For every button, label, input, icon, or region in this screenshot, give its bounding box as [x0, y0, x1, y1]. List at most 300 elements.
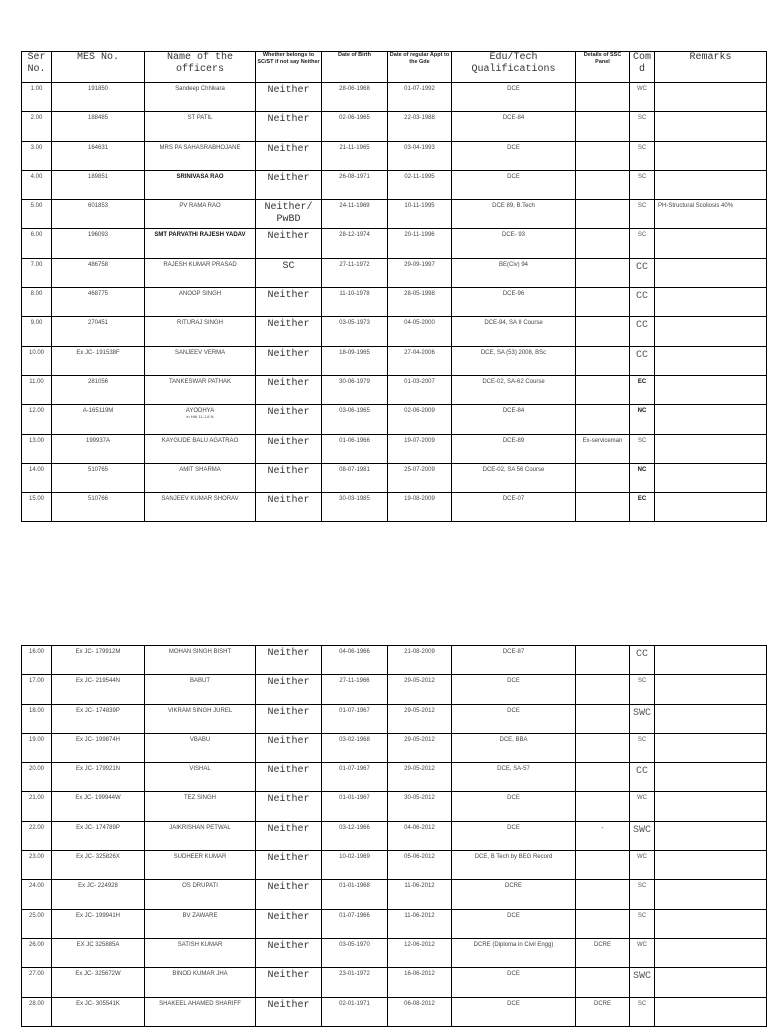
remarks-cell: [655, 851, 767, 880]
ser-text: 8.00: [30, 291, 43, 298]
mes-no-text: 270451: [87, 320, 109, 327]
officer-name-cell: [145, 258, 256, 287]
ser-text: 6.00: [30, 232, 43, 239]
table-row: [22, 792, 767, 821]
appt-date-text: 27-04-2006: [404, 349, 435, 356]
category-text: Neither: [267, 765, 310, 777]
remarks-cell: [655, 880, 767, 909]
officers-table-page-1: [21, 51, 767, 522]
category-cell: [256, 880, 322, 909]
ssc-panel-cell: [576, 288, 630, 317]
table-row: [22, 968, 767, 997]
comd-text: SWC: [632, 971, 651, 983]
officer-name-cell: [145, 851, 256, 880]
appt-date-cell: [388, 229, 452, 258]
officer-name-text: SHAKEEL AHAMED SHARIFF: [159, 1000, 241, 1007]
category-cell: [256, 346, 322, 375]
appt-date-text: 02-06-2009: [404, 408, 435, 415]
ser-text: 18.00: [28, 707, 44, 714]
header-ser: Ser No.: [22, 52, 52, 83]
category-text: Neither: [267, 999, 310, 1011]
category-text: Neither: [267, 882, 310, 894]
appt-date-cell: [388, 880, 452, 909]
dob-text: 28-06-1968: [339, 86, 370, 92]
ser-cell: [22, 938, 52, 967]
table-row: [22, 317, 767, 346]
qualification-cell: [452, 880, 576, 909]
qualification-text: DCE-84: [502, 408, 525, 415]
comd-text: EC: [637, 496, 647, 503]
appt-date-cell: [388, 968, 452, 997]
category-text: Neither: [267, 823, 310, 835]
appt-date-cell: [388, 112, 452, 141]
dob-cell: [322, 434, 388, 463]
mes-no-text: 510765: [87, 466, 109, 473]
mes-no-cell: [52, 288, 145, 317]
mes-no-text: Ex JC- 224928: [78, 883, 118, 890]
mes-no-cell: [52, 83, 145, 112]
appt-date-text: 10-11-1995: [404, 203, 435, 210]
header-ssc-panel: Details of SSC Panel: [576, 52, 630, 83]
remarks-cell: [655, 288, 767, 317]
ser-text: 4.00: [30, 173, 43, 180]
officer-name-text: SRINIVASA RAO: [176, 173, 224, 180]
appt-date-cell: [388, 646, 452, 675]
ser-cell: [22, 675, 52, 704]
ser-text: 19.00: [28, 736, 44, 743]
ser-text: 20.00: [28, 766, 44, 773]
qualification-cell: [452, 968, 576, 997]
dob-cell: [322, 880, 388, 909]
qualification-cell: [452, 434, 576, 463]
table-header-row: [22, 52, 767, 83]
appt-date-text: 29-05-2012: [404, 736, 435, 743]
dob-cell: [322, 763, 388, 792]
appt-date-cell: [388, 821, 452, 850]
mes-no-cell: [52, 229, 145, 258]
qualification-text: DCE: [507, 173, 520, 180]
qualification-text: DCE-96: [502, 291, 525, 298]
ser-text: 13.00: [28, 437, 44, 444]
category-cell: [256, 317, 322, 346]
category-cell: [256, 83, 322, 112]
officer-name-cell: [145, 434, 256, 463]
remarks-cell: [655, 997, 767, 1026]
mes-no-text: 468775: [87, 291, 109, 298]
officer-name-text: KAYGUDE BALU AGATRAO: [161, 437, 239, 444]
remarks-cell: [655, 170, 767, 199]
officer-name-cell: [145, 83, 256, 112]
comd-text: WC: [637, 941, 647, 948]
dob-text: 04-06-1966: [339, 649, 370, 655]
officer-name-cell: [145, 229, 256, 258]
qualification-text: DCE-07: [502, 496, 525, 503]
ssc-panel-cell: [576, 375, 630, 404]
category-text: Neither: [267, 970, 310, 982]
category-text: Neither: [267, 465, 310, 477]
header-remarks: Remarks: [655, 52, 767, 83]
mes-no-cell: [52, 675, 145, 704]
mes-no-text: Ex JC- 174839P: [76, 707, 120, 714]
qualification-cell: [452, 317, 576, 346]
category-text: Neither: [267, 735, 310, 747]
ser-cell: [22, 733, 52, 762]
appt-date-text: 28-05-1998: [404, 291, 435, 298]
appt-date-text: 29-05-2012: [404, 678, 435, 685]
dob-text: 02-01-1971: [339, 1000, 370, 1007]
dob-text: 27-11-1972: [339, 261, 370, 268]
mes-no-cell: [52, 112, 145, 141]
qualification-text: DCE-87: [502, 649, 525, 655]
table-row: [22, 258, 767, 287]
mes-no-cell: [52, 821, 145, 850]
qualification-text: DCE: [507, 912, 520, 919]
header-qualifications: Edu/Tech Qualifications: [452, 52, 576, 83]
ssc-panel-cell: [576, 968, 630, 997]
comd-cell: [630, 463, 655, 492]
appt-date-cell: [388, 405, 452, 434]
mes-no-cell: [52, 851, 145, 880]
mes-no-cell: [52, 880, 145, 909]
qualification-text: DCE: [507, 144, 520, 151]
mes-no-cell: [52, 405, 145, 434]
qualification-cell: [452, 909, 576, 938]
ser-cell: [22, 405, 52, 434]
ser-text: 5.00: [30, 203, 43, 210]
officer-name-cell: [145, 170, 256, 199]
officer-name-text: MOHAN SINGH BISHT: [168, 649, 232, 655]
qualification-text: DCE: [507, 678, 520, 685]
mes-no-cell: [52, 493, 145, 522]
dob-text: 30-06-1979: [339, 378, 370, 385]
appt-date-cell: [388, 141, 452, 170]
table-row: [22, 821, 767, 850]
comd-text: EC: [637, 378, 647, 385]
category-cell: [256, 200, 322, 229]
mes-no-text: Ex JC- 191538F: [76, 349, 120, 356]
remarks-cell: [655, 675, 767, 704]
officer-name-text: RAJESH KUMAR PRASAD: [163, 261, 237, 268]
qualification-text: DCE-84: [502, 115, 525, 122]
qualification-text: DCE: [507, 707, 520, 714]
table-row: [22, 675, 767, 704]
ser-text: 26.00: [28, 941, 44, 948]
qualification-text: DCE: [507, 971, 520, 978]
officer-name-cell: [145, 821, 256, 850]
qualification-cell: [452, 792, 576, 821]
qualification-text: DCRE: [504, 883, 522, 890]
category-text: Neither/ PwBD: [264, 202, 313, 226]
category-cell: [256, 704, 322, 733]
mes-no-cell: [52, 463, 145, 492]
officer-name-text: AYODHYA: [185, 408, 215, 415]
qualification-cell: [452, 493, 576, 522]
ssc-panel-cell: [576, 997, 630, 1026]
qualification-cell: [452, 229, 576, 258]
comd-text: NC: [637, 408, 647, 415]
dob-cell: [322, 317, 388, 346]
officer-name-cell: [145, 880, 256, 909]
qualification-text: DCE 89, B.Tech: [492, 203, 535, 210]
mes-no-text: Ex JC- 325826X: [76, 854, 120, 861]
ser-text: 10.00: [28, 349, 44, 356]
appt-date-cell: [388, 288, 452, 317]
officer-name-text: JAIKRISHAN PETWAL: [169, 824, 231, 831]
remarks-cell: [655, 938, 767, 967]
qualification-cell: [452, 170, 576, 199]
qualification-cell: [452, 851, 576, 880]
appt-date-text: 01-03-2007: [404, 378, 435, 385]
dob-text: 23-01-1972: [339, 971, 370, 978]
dob-cell: [322, 997, 388, 1026]
qualification-cell: [452, 375, 576, 404]
table-row: [22, 997, 767, 1026]
officer-name-text: ST PATIL: [187, 115, 213, 122]
ser-text: 3.00: [30, 144, 43, 151]
officer-name-text: TEZ SINGH: [183, 795, 216, 802]
dob-text: 27-11-1966: [339, 678, 370, 685]
appt-date-cell: [388, 346, 452, 375]
ser-cell: [22, 141, 52, 170]
dob-cell: [322, 909, 388, 938]
dob-text: 03-02-1968: [339, 736, 370, 743]
ser-text: 25.00: [28, 912, 44, 919]
officer-name-text: SUDHEER KUMAR: [173, 854, 227, 861]
appt-date-cell: [388, 704, 452, 733]
ser-text: 22.00: [28, 824, 44, 831]
category-cell: [256, 851, 322, 880]
comd-text: WC: [637, 86, 647, 92]
appt-date-text: 11-06-2012: [404, 912, 435, 919]
ser-text: 12.00: [28, 408, 44, 415]
officer-name-text: ANOOP SINGH: [178, 291, 222, 298]
qualification-cell: [452, 763, 576, 792]
appt-date-text: 29-05-2012: [404, 766, 435, 773]
ssc-panel-cell: [576, 880, 630, 909]
officer-name-cell: [145, 733, 256, 762]
ser-cell: [22, 258, 52, 287]
remarks-cell: [655, 112, 767, 141]
officer-name-cell: [145, 405, 256, 434]
header-category: Whether belongs to SC/ST if not say Neither: [256, 52, 322, 83]
comd-cell: [630, 112, 655, 141]
table-row: [22, 463, 767, 492]
ssc-panel-cell: [576, 763, 630, 792]
qualification-text: DCE- 93: [501, 232, 525, 239]
appt-date-text: 02-11-1995: [404, 173, 435, 180]
mes-no-text: 199937A: [85, 437, 111, 444]
category-cell: [256, 763, 322, 792]
officer-name-text: VBABU: [189, 736, 211, 743]
comd-cell: [630, 763, 655, 792]
qualification-cell: [452, 258, 576, 287]
comd-cell: [630, 704, 655, 733]
dob-text: 01-07-1966: [339, 912, 370, 919]
category-text: Neither: [267, 495, 310, 507]
comd-text: CC: [635, 261, 648, 273]
dob-text: 10-02-1969: [339, 854, 370, 861]
qualification-cell: [452, 821, 576, 850]
appt-date-text: 29-09-1997: [404, 261, 435, 268]
category-cell: [256, 463, 322, 492]
ssc-panel-cell: [576, 704, 630, 733]
dob-cell: [322, 851, 388, 880]
mes-no-text: 486758: [87, 261, 109, 268]
remarks-cell: [655, 405, 767, 434]
officer-name-cell: [145, 463, 256, 492]
ser-cell: [22, 851, 52, 880]
officer-name-cell: [145, 346, 256, 375]
category-cell: [256, 229, 322, 258]
comd-cell: [630, 170, 655, 199]
dob-cell: [322, 938, 388, 967]
qualification-cell: [452, 346, 576, 375]
dob-cell: [322, 792, 388, 821]
table-row: [22, 938, 767, 967]
ssc-panel-cell: [576, 141, 630, 170]
officer-name-text: SATISH KUMAR: [177, 941, 223, 948]
ser-cell: [22, 83, 52, 112]
ser-cell: [22, 434, 52, 463]
ssc-panel-cell: [576, 463, 630, 492]
mes-no-text: Ex JC- 305541K: [76, 1000, 120, 1007]
qualification-text: DCE: [507, 795, 520, 802]
officer-name-cell: [145, 909, 256, 938]
dob-text: 03-06-1965: [339, 408, 370, 415]
ssc-panel-cell: [576, 200, 630, 229]
ssc-panel-cell: [576, 733, 630, 762]
category-cell: [256, 968, 322, 997]
ser-cell: [22, 997, 52, 1026]
appt-date-cell: [388, 997, 452, 1026]
officer-name-cell: [145, 704, 256, 733]
comd-cell: [630, 375, 655, 404]
ssc-panel-cell: [576, 258, 630, 287]
comd-cell: [630, 405, 655, 434]
table-row: [22, 909, 767, 938]
ser-cell: [22, 463, 52, 492]
ser-cell: [22, 763, 52, 792]
remarks-cell: [655, 375, 767, 404]
category-text: SC: [282, 260, 295, 272]
officer-name-text: TANKESWAR PATHAK: [168, 378, 232, 385]
mes-no-cell: [52, 909, 145, 938]
comd-text: SC: [637, 203, 647, 210]
qualification-text: DCE: [507, 1000, 520, 1007]
mes-no-text: Ex JC- 179912M: [75, 649, 121, 655]
comd-text: SC: [637, 115, 647, 122]
qualification-cell: [452, 704, 576, 733]
officer-name-cell: [145, 200, 256, 229]
appt-date-cell: [388, 675, 452, 704]
dob-cell: [322, 821, 388, 850]
ser-cell: [22, 704, 52, 733]
comd-text: CC: [635, 349, 648, 361]
category-cell: [256, 493, 322, 522]
qualification-text: DCE-02, SA-62 Course: [482, 378, 545, 385]
ssc-panel-cell: [576, 170, 630, 199]
comd-cell: [630, 346, 655, 375]
dob-cell: [322, 493, 388, 522]
ser-text: 9.00: [30, 320, 43, 327]
mes-no-cell: [52, 141, 145, 170]
remarks-cell: [655, 83, 767, 112]
dob-text: 18-09-1965: [339, 349, 370, 356]
officer-name-note: in HAI 11-J-8 N: [186, 414, 214, 420]
ser-cell: [22, 288, 52, 317]
comd-text: CC: [635, 649, 648, 660]
ser-text: 16.00: [28, 649, 44, 655]
officer-name-cell: [145, 141, 256, 170]
ser-text: 1.00: [30, 86, 43, 92]
category-cell: [256, 375, 322, 404]
remarks-cell: [655, 317, 767, 346]
ssc-panel-text: -: [601, 824, 604, 832]
ssc-panel-cell: [576, 675, 630, 704]
category-text: Neither: [267, 319, 310, 331]
qualification-text: DCE-02, SA 56 Course: [482, 466, 545, 473]
table-row: [22, 493, 767, 522]
comd-text: SC: [637, 1000, 647, 1007]
dob-cell: [322, 646, 388, 675]
header-mes-no: MES No.: [52, 52, 145, 83]
comd-cell: [630, 258, 655, 287]
category-cell: [256, 405, 322, 434]
ssc-panel-cell: [576, 83, 630, 112]
appt-date-text: 06-08-2012: [404, 1000, 435, 1007]
officer-name-cell: [145, 997, 256, 1026]
comd-cell: [630, 83, 655, 112]
ssc-panel-cell: [576, 493, 630, 522]
appt-date-text: 25-07-2009: [404, 466, 435, 473]
ssc-panel-cell: [576, 434, 630, 463]
ssc-panel-cell: [576, 317, 630, 346]
remarks-cell: [655, 141, 767, 170]
mes-no-text: 189851: [87, 173, 109, 180]
remarks-cell: [655, 493, 767, 522]
mes-no-cell: [52, 763, 145, 792]
category-text: Neither: [267, 377, 310, 389]
comd-cell: [630, 317, 655, 346]
category-cell: [256, 909, 322, 938]
dob-text: 01-01-1968: [339, 883, 370, 890]
mes-no-text: 191850: [87, 86, 109, 92]
appt-date-cell: [388, 317, 452, 346]
qualification-cell: [452, 112, 576, 141]
comd-text: SC: [637, 173, 647, 180]
ser-cell: [22, 346, 52, 375]
ser-text: 11.00: [29, 378, 44, 385]
dob-cell: [322, 229, 388, 258]
table-row: [22, 733, 767, 762]
officer-name-text: AMIT SHARMA: [179, 466, 221, 473]
mes-no-cell: [52, 258, 145, 287]
ssc-panel-cell: [576, 851, 630, 880]
table-row: [22, 646, 767, 675]
appt-date-text: 30-05-2012: [404, 795, 435, 802]
ser-cell: [22, 792, 52, 821]
comd-text: NC: [637, 466, 647, 473]
table-row: [22, 141, 767, 170]
officer-name-cell: [145, 792, 256, 821]
mes-no-text: 510766: [87, 496, 109, 503]
qualification-text: DCRE (Diploma in Civil Engg): [473, 941, 554, 948]
appt-date-text: 21-08-2009: [404, 649, 435, 655]
table-row: [22, 83, 767, 112]
officer-name-text: MRS PA SAHASRABHOJANE: [159, 144, 241, 151]
category-text: Neither: [267, 290, 310, 302]
comd-cell: [630, 200, 655, 229]
